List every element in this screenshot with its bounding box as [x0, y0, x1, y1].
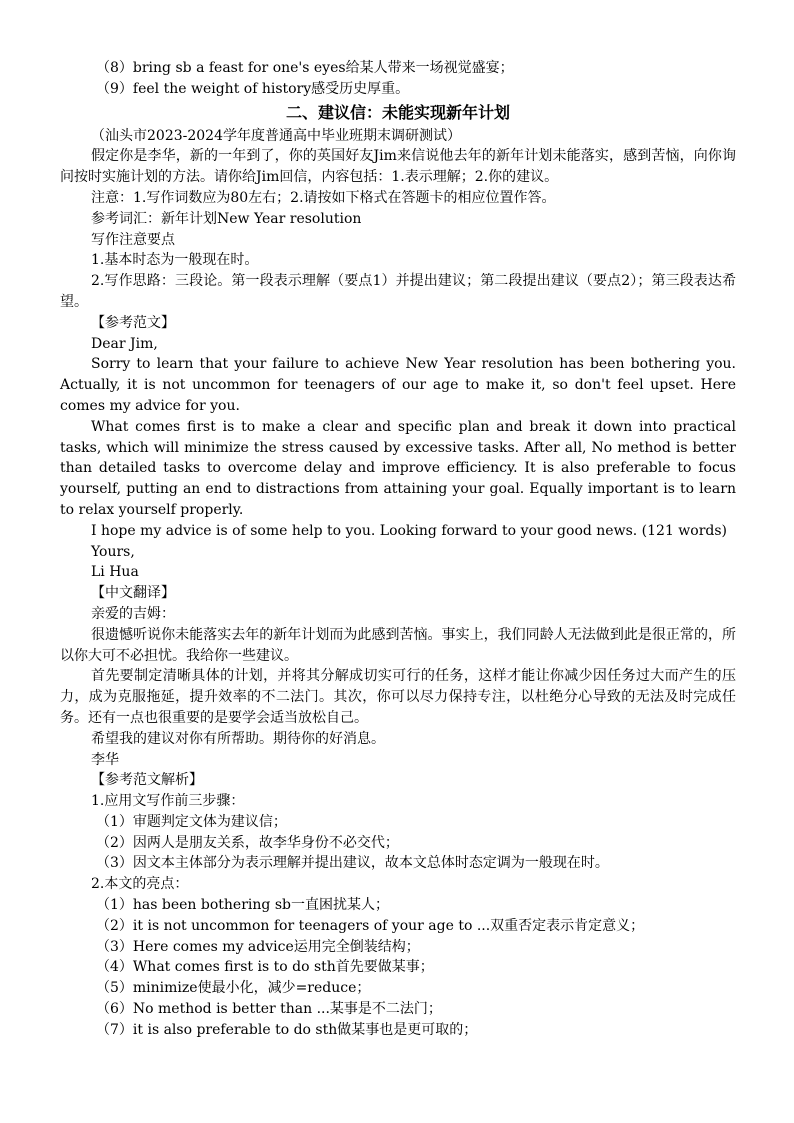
section-title: 二、建议信：未能实现新年计划 [285, 102, 510, 122]
tips-title: 写作注意要点 [91, 231, 175, 248]
essay-paragraph: I hope my advice is of some help to you. Looking forward to your good news. (121 words) [91, 522, 728, 539]
list-item: （9）feel the weight of history感受历史厚重。 [96, 80, 410, 97]
list-item: （7）it is also preferable to do sth做某事也是更可取的； [96, 1021, 478, 1038]
translation-signature: 李华 [91, 751, 119, 768]
notes-line: 注意：1.写作词数应为80左右；2.请按如下格式在答题卡的相应位置作答。 [91, 189, 556, 206]
essay-paragraph: What comes first is to make a clear and specific plan and break it down into practical tasks, which will minimize the stress caused by excessive tasks. After all, No method is better than detailed tasks to overcome delay and improve efficiency. It is also preferable to focus yourself, putting an end to distractions from attaining your goal. Equally important is to learn to relax yourself properly. [60, 418, 736, 518]
list-item: （2）it is not uncommon for teenagers of your age to ...双重否定表示肯定意义； [96, 917, 645, 934]
list-item: （1）审题判定文体为建议信； [96, 813, 287, 830]
vocab-line: 参考词汇：新年计划New Year resolution [91, 210, 362, 227]
source-line: （汕头市2023-2024学年度普通高中毕业班期末调研测试） [91, 127, 461, 144]
list-item: （2）因两人是朋友关系，故李华身份不必交代； [96, 834, 399, 851]
essay-signature: Li Hua [91, 564, 139, 581]
analysis-label: 【参考范文解析】 [91, 772, 203, 789]
prompt-paragraph: 假定你是李华，新的一年到了，你的英国好友Jim来信说他去年的新年计划未能落实，感到苦恼，向你询问按时实施计划的方法。请你给Jim回信，内容包括：1.表示理解；2.你的建议。 [60, 148, 736, 186]
list-item: （4）What comes first is to do sth首先要做某事； [96, 959, 434, 976]
list-item: （1）has been bothering sb一直困扰某人； [96, 897, 389, 914]
list-item: （8）bring sb a feast for one's eyes给某人带来一场视觉盛宴； [96, 60, 514, 76]
essay-closing: Yours, [91, 543, 135, 560]
tip-item: 2.写作思路：三段论。第一段表示理解（要点1）并提出建议；第二段提出建议（要点2）；第三段表达希望。 [60, 273, 736, 310]
tip-item: 1.基本时态为一般现在时。 [91, 252, 259, 269]
list-item: （5）minimize使最小化，减少=reduce； [96, 980, 371, 997]
translation-salutation: 亲爱的吉姆： [91, 605, 175, 622]
essay-salutation: Dear Jim, [91, 335, 158, 352]
list-item: （3）Here comes my advice运用完全倒装结构； [96, 938, 420, 955]
essay-paragraph: Sorry to learn that your failure to achieve New Year resolution has been bothering you. Actually, it is not uncommon for teenagers of our age to make it, so don't feel upset. Here comes my advice for you. [60, 356, 736, 414]
translation-paragraph: 希望我的建议对你有所帮助。期待你的好消息。 [91, 730, 385, 747]
translation-label: 【中文翻译】 [91, 585, 175, 602]
translation-paragraph: 首先要制定清晰具体的计划，并将其分解成切实可行的任务，这样才能让你减少因任务过大而产生的压力，成为克服拖延，提升效率的不二法门。其次，你可以尽力保持专注，以杜绝分心导致的无法及时完成任务。还有一点也很重要的是要学会适当放松自己。 [60, 668, 736, 726]
list-item: （3）因文本主体部分为表示理解并提出建议，故本文总体时态定调为一般现在时。 [96, 855, 609, 872]
analysis-step-title: 1.应用文写作前三步骤： [91, 793, 245, 810]
analysis-highlight-title: 2.本文的亮点： [91, 876, 189, 893]
translation-paragraph: 很遗憾听说你未能落实去年的新年计划而为此感到苦恼。事实上，我们同龄人无法做到此是很正常的，所以你大可不必担忧。我给你一些建议。 [60, 626, 736, 664]
list-item: （6）No method is better than ...某事是不二法门； [96, 1001, 442, 1018]
model-essay-label: 【参考范文】 [91, 314, 175, 331]
